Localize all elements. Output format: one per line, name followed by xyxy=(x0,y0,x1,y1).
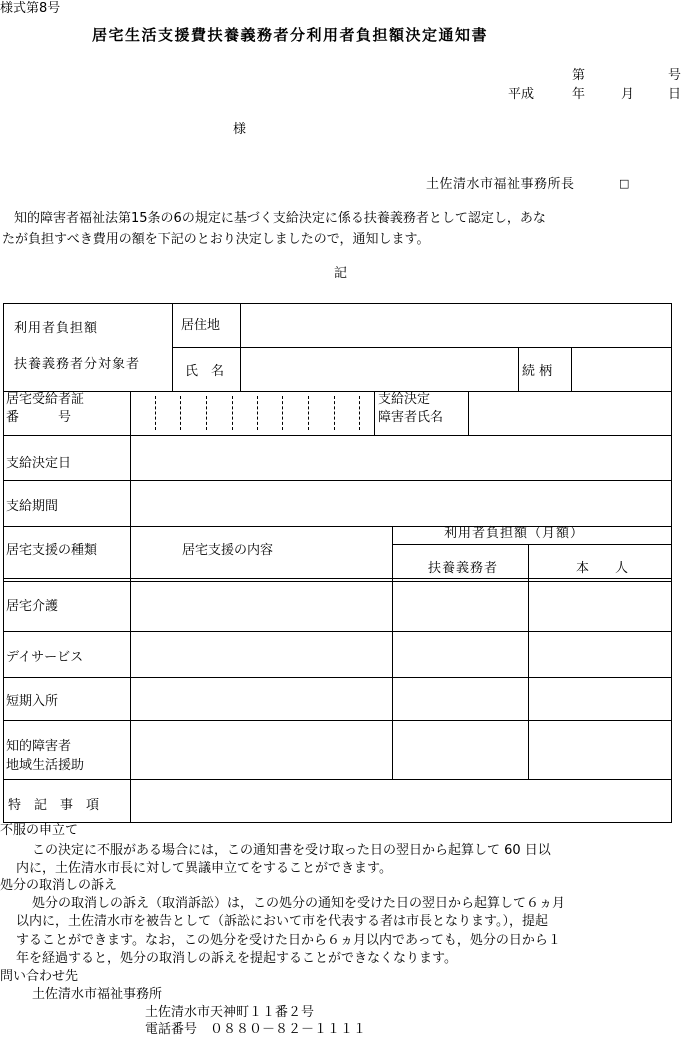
contact-office: 土佐清水市福祉事務所 xyxy=(32,987,163,1002)
decision-label-line1: 支給決定 xyxy=(378,392,431,407)
objection-heading: 不服の申立て xyxy=(0,823,79,838)
revocation-heading: 処分の取消しの訴え xyxy=(0,878,118,893)
contact-phone: 電話番号 ０８８０－８２－１１１１ xyxy=(145,1022,367,1037)
support-content-header: 居宅支援の内容 xyxy=(182,543,274,558)
row-home-care: 居宅介護 xyxy=(6,599,59,614)
decision-date-label: 支給決定日 xyxy=(6,456,72,471)
decision-label-line2: 障害者氏名 xyxy=(378,410,444,425)
row-short-stay: 短期入所 xyxy=(6,694,59,709)
objection-line-1: この決定に不服がある場合には，この通知書を受け取った日の翌日から起算して 60 日以 xyxy=(32,843,551,858)
seal-mark: □ xyxy=(619,177,630,190)
objection-line-2: 内に，土佐清水市長に対して異議申立てをすることができます。 xyxy=(16,861,392,876)
row-day-service: デイサービス xyxy=(6,650,84,665)
issuer-name: 土佐清水市福祉事務所長 xyxy=(426,177,575,192)
month-label: 月 xyxy=(621,87,635,102)
contact-heading: 問い合わせ先 xyxy=(0,969,79,984)
support-target-label: 扶養義務者分対象者 xyxy=(14,357,141,372)
dependent-supporter-header: 扶養義務者 xyxy=(428,561,499,576)
number-suffix: 号 xyxy=(668,68,682,83)
revocation-line-3: することができます。なお，この処分を受けた日から６ヵ月以内であっても，処分の日から１ xyxy=(16,933,561,948)
cert-label-line1: 居宅受給者証 xyxy=(6,392,85,407)
intro-line-2: たが負担すべき費用の額を下記のとおり決定しましたので，通知します。 xyxy=(2,232,430,247)
relation-label: 続 柄 xyxy=(522,364,553,379)
revocation-line-1: 処分の取消しの訴え（取消訴訟）は，この処分の通知を受けた日の翌日から起算して６ヵ月 xyxy=(32,896,566,911)
monthly-burden-header: 利用者負担額（月額） xyxy=(444,526,585,541)
contact-address: 土佐清水市天神町１１番２号 xyxy=(145,1005,315,1020)
document-title: 居宅生活支援費扶養義務者分利用者負担額決定通知書 xyxy=(92,26,489,44)
number-prefix: 第 xyxy=(572,68,586,83)
day-label: 日 xyxy=(668,87,682,102)
remarks-label: 特 記 事 項 xyxy=(8,798,100,813)
form-number: 様式第8号 xyxy=(0,1,61,16)
revocation-line-2: 以内に，土佐清水市を被告として（訴訟において市を代表する者は市長となります。），提起 xyxy=(16,914,548,929)
user-burden-label: 利用者負担額 xyxy=(14,321,99,336)
row-group-home-line2: 地域生活援助 xyxy=(6,758,85,773)
name-label: 氏 名 xyxy=(185,364,225,379)
ki-label: 記 xyxy=(334,266,348,281)
self-header: 本 人 xyxy=(576,561,629,576)
row-group-home-line1: 知的障害者 xyxy=(6,739,72,754)
intro-line-1: 知的障害者福祉法第15条の6の規定に基づく支給決定に係る扶養義務者として認定し，あな xyxy=(14,211,546,226)
cert-label-line2: 番 号 xyxy=(6,410,72,425)
residence-label: 居住地 xyxy=(181,318,221,333)
year-label: 年 xyxy=(572,87,586,102)
period-label: 支給期間 xyxy=(6,499,59,514)
era-label: 平成 xyxy=(508,87,535,102)
revocation-line-4: 年を経過すると，処分の取消しの訴えを提起することができなくなります。 xyxy=(16,951,457,966)
support-type-header: 居宅支援の種類 xyxy=(6,543,98,558)
addressee-honorific: 様 xyxy=(233,122,247,137)
